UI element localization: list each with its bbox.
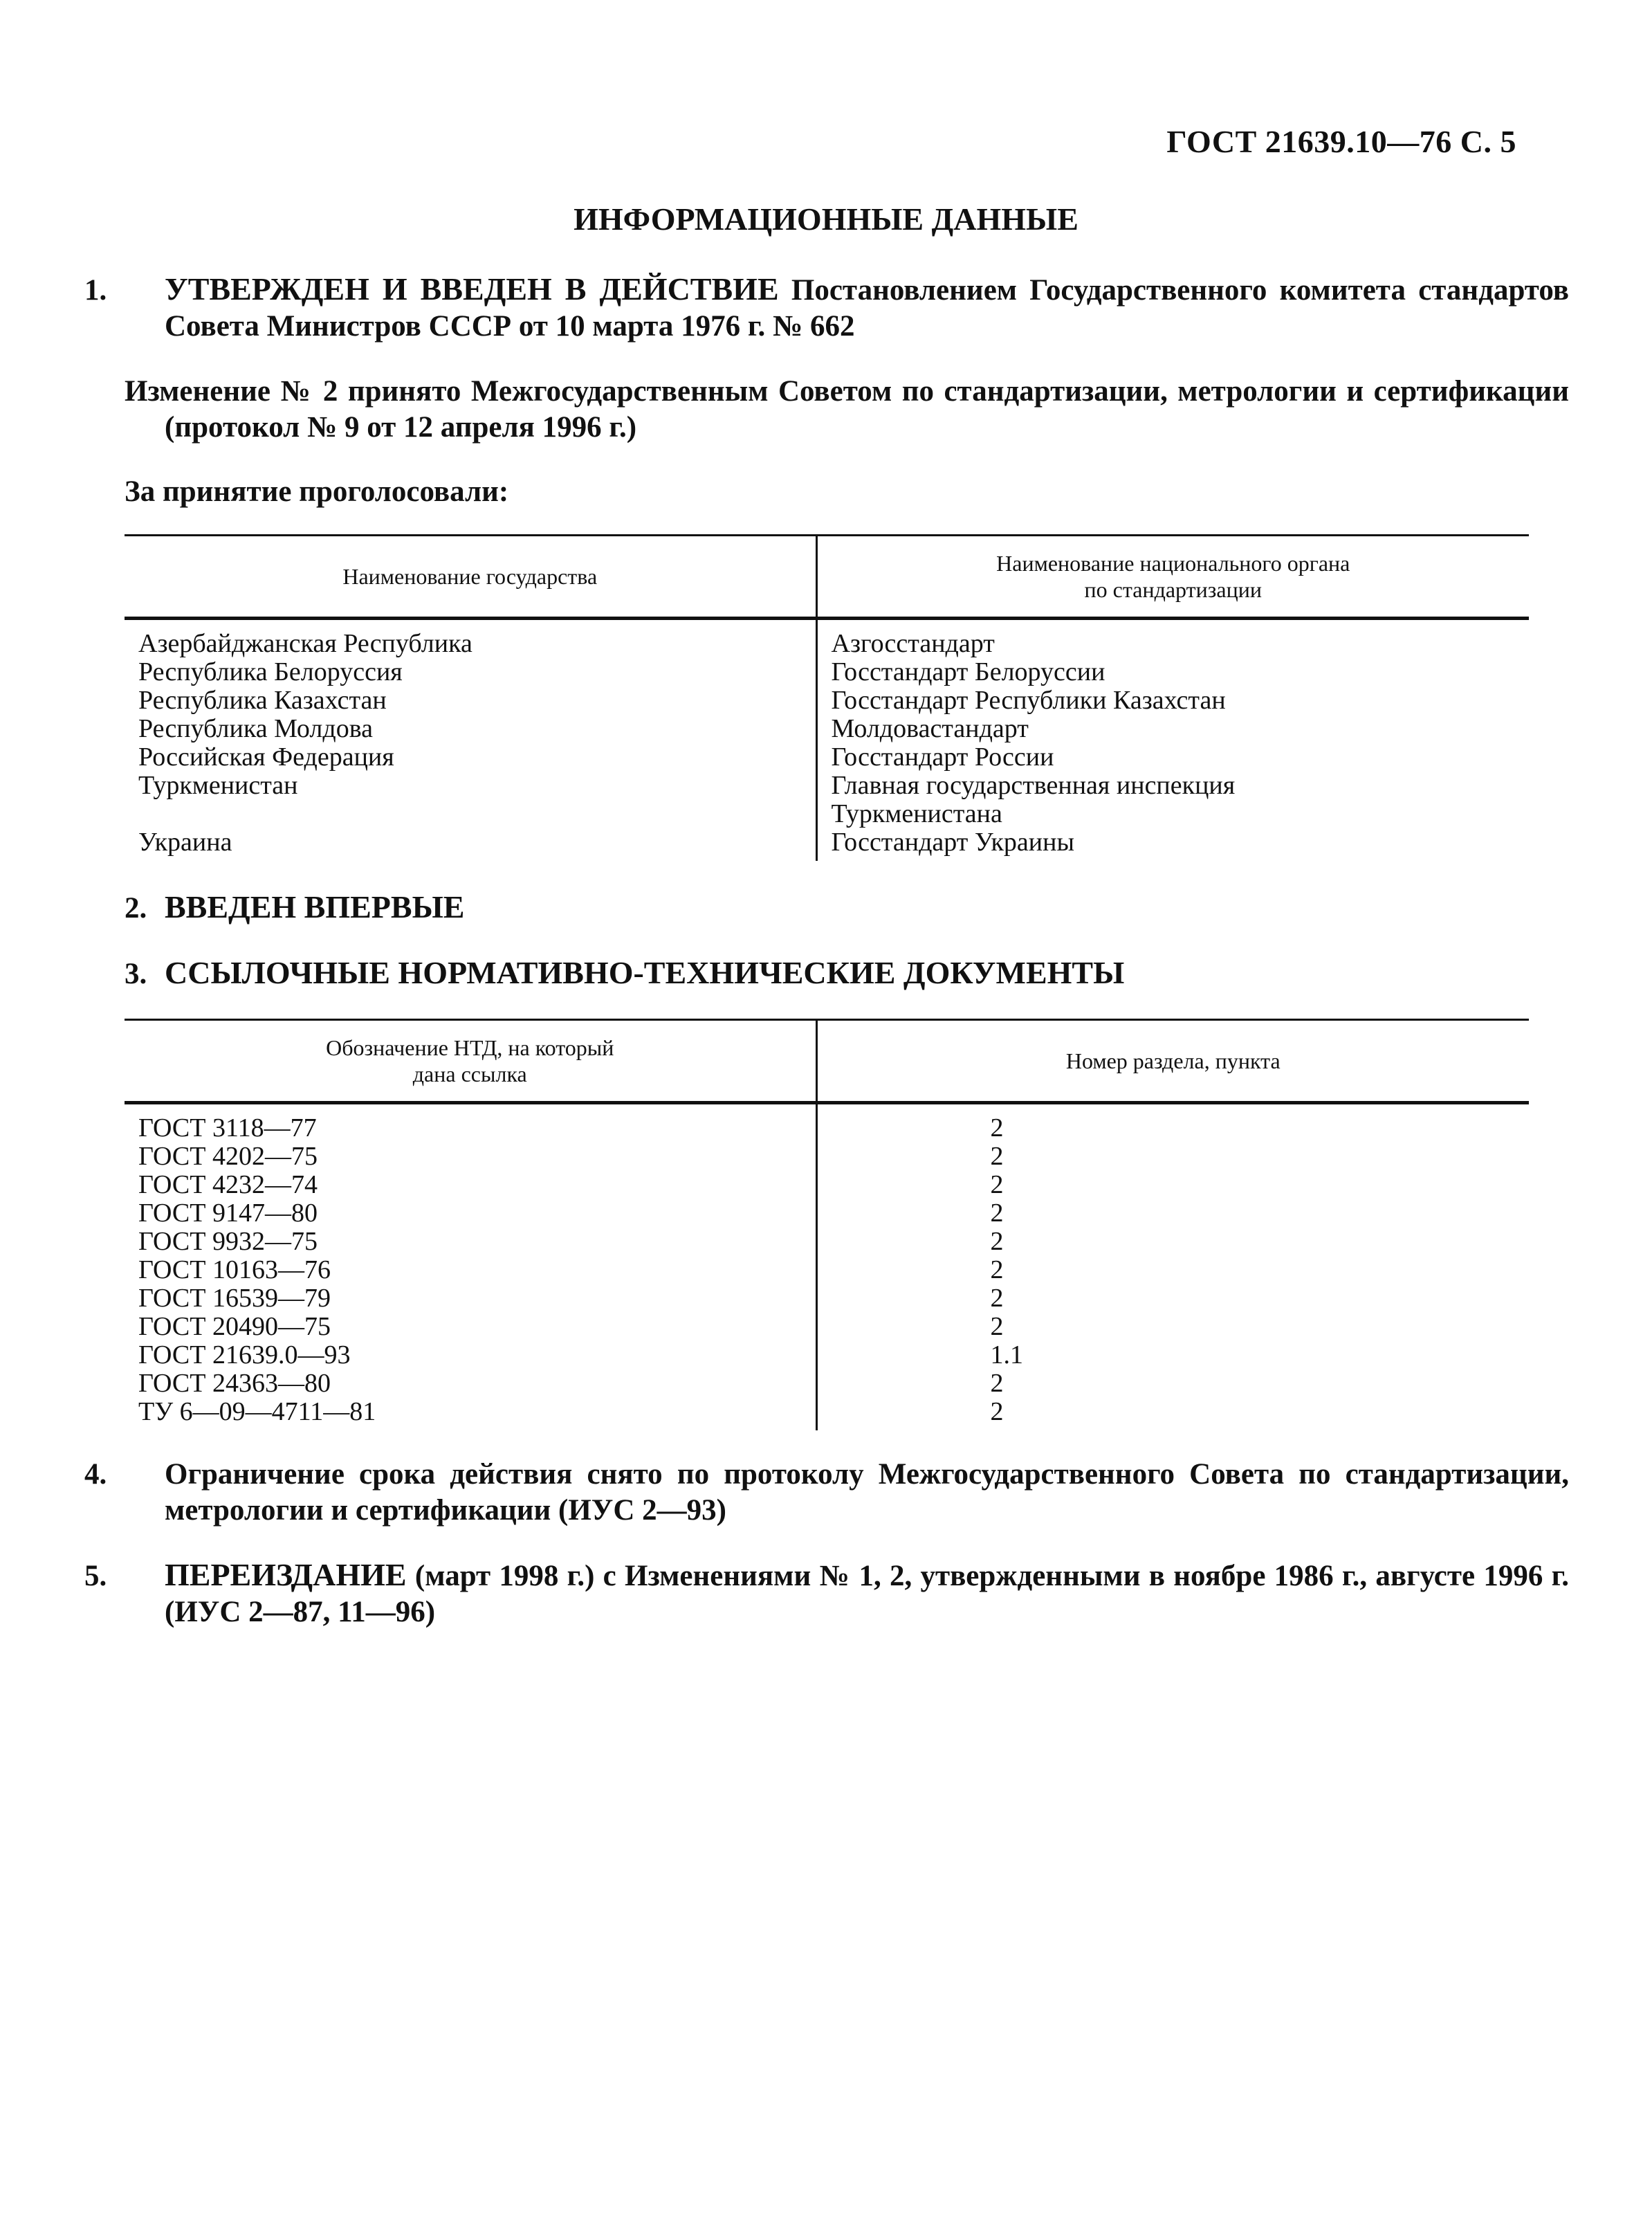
state-cell: Республика Молдова	[125, 715, 816, 743]
table-row	[125, 800, 1529, 828]
page-header: ГОСТ 21639.10—76 С. 5	[1166, 124, 1516, 159]
refs-header-doc-line2: дана ссылка	[412, 1062, 527, 1086]
body-cell: Госстандарт Украины	[831, 828, 1074, 857]
table-row	[125, 1398, 1529, 1430]
ref-section-cell: 2	[990, 1142, 1004, 1171]
ref-doc-cell: ГОСТ 20490—75	[125, 1313, 816, 1341]
item-3-number: 3.	[125, 958, 147, 990]
table-row	[125, 743, 1529, 772]
table-row	[125, 828, 1529, 861]
table-row	[125, 1284, 1529, 1313]
table-row	[125, 658, 1529, 686]
ref-doc-cell: ГОСТ 24363—80	[125, 1369, 816, 1398]
state-cell: Республика Казахстан	[125, 686, 816, 715]
body-cell: Госстандарт России	[831, 743, 1054, 772]
body-cell: Главная государственная инспекция	[831, 771, 1236, 800]
item-1-caps: УТВЕРЖДЕН И ВВЕДЕН В ДЕЙСТВИЕ	[165, 271, 779, 307]
table-row	[125, 1142, 1529, 1171]
body-cell: Туркменистана	[831, 799, 1002, 828]
change-note	[125, 374, 1569, 446]
ref-doc-cell: ГОСТ 4202—75	[125, 1142, 816, 1171]
refs-header-doc	[125, 1020, 816, 1103]
item-4	[84, 1457, 1569, 1529]
item-2-text: ВВЕДЕН ВПЕРВЫЕ	[165, 889, 465, 925]
ref-section-cell: 2	[990, 1113, 1004, 1142]
item-3-text: ССЫЛОЧНЫЕ НОРМАТИВНО-ТЕХНИЧЕСКИЕ ДОКУМЕНТЫ	[165, 955, 1125, 990]
table-row	[125, 1103, 1529, 1143]
table-row	[125, 619, 1529, 659]
state-cell: Туркменистан	[125, 772, 816, 800]
item-1-text: Постановлением Государственного комитета стандартов Совета Министров СССР от 10 марта 1976 г. № 662	[165, 274, 1570, 343]
ref-doc-cell: ГОСТ 3118—77	[125, 1103, 816, 1143]
body-cell: Азгосстандарт	[831, 629, 995, 658]
ref-doc-cell: ГОСТ 21639.0—93	[125, 1341, 816, 1369]
table-row	[125, 1256, 1529, 1284]
ref-section-cell: 2	[990, 1397, 1004, 1426]
table-row	[125, 1199, 1529, 1228]
item-1-number: 1.	[84, 274, 107, 307]
states-header-body-line2: по стандартизации	[1084, 577, 1262, 602]
item-4-number: 4.	[84, 1458, 107, 1491]
item-4-text: Ограничение срока действия снято по протоколу Межгосударственного Совета по стандартизации, метрологии и сертификации (ИУС 2—93)	[165, 1458, 1569, 1527]
state-cell: Украина	[125, 828, 816, 861]
page-title: ИНФОРМАЦИОННЫЕ ДАННЫЕ	[573, 201, 1079, 237]
body-cell: Госстандарт Республики Казахстан	[831, 686, 1226, 715]
item-5-text: (март 1998 г.) с Изменениями № 1, 2, утвержденными в ноябре 1986 г., августе 1996 г. (ИУС 2—87, 11—96)	[165, 1560, 1570, 1628]
states-header-body	[816, 536, 1529, 619]
item-5-caps: ПЕРЕИЗДАНИЕ	[165, 1557, 407, 1592]
references-table	[125, 1019, 1529, 1430]
states-header-body-line1: Наименование национального органа	[996, 551, 1350, 576]
ref-doc-cell: ГОСТ 10163—76	[125, 1256, 816, 1284]
table-row	[125, 1341, 1529, 1369]
ref-section-cell: 2	[990, 1312, 1004, 1341]
state-cell: Азербайджанская Республика	[125, 619, 816, 659]
ref-section-cell: 2	[990, 1255, 1004, 1284]
item-1-approved	[84, 271, 1570, 345]
ref-section-cell: 2	[990, 1369, 1004, 1398]
states-table-header	[125, 536, 1529, 619]
table-row	[125, 686, 1529, 715]
change-note-text: Изменение № 2 принято Межгосударственным Советом по стандартизации, метрологии и сертификации (протокол № 9 от 12 апреля 1996 г.)	[125, 375, 1569, 444]
body-cell: Молдовастандарт	[831, 714, 1029, 743]
ref-section-cell: 2	[990, 1170, 1004, 1199]
ref-doc-cell: ГОСТ 9932—75	[125, 1228, 816, 1256]
table-row	[125, 1228, 1529, 1256]
ref-section-cell: 2	[990, 1284, 1004, 1313]
references-table-header	[125, 1020, 1529, 1103]
ref-section-cell: 2	[990, 1199, 1004, 1228]
ref-doc-cell: ГОСТ 16539—79	[125, 1284, 816, 1313]
states-table	[125, 534, 1529, 861]
ref-doc-cell: ГОСТ 4232—74	[125, 1171, 816, 1199]
refs-header-doc-line1: Обозначение НТД, на который	[326, 1035, 614, 1060]
ref-doc-cell: ГОСТ 9147—80	[125, 1199, 816, 1228]
state-cell: Российская Федерация	[125, 743, 816, 772]
ref-section-cell: 1.1	[990, 1340, 1023, 1369]
item-5	[84, 1557, 1570, 1630]
table-row	[125, 1171, 1529, 1199]
item-2	[125, 889, 1529, 927]
item-3	[125, 955, 1529, 992]
voted-label: За принятие проголосовали:	[125, 475, 509, 508]
refs-header-section: Номер раздела, пункта	[816, 1020, 1529, 1103]
table-row	[125, 715, 1529, 743]
table-row	[125, 1369, 1529, 1398]
states-header-state: Наименование государства	[125, 536, 816, 619]
table-row	[125, 772, 1529, 800]
body-cell: Госстандарт Белоруссии	[831, 657, 1105, 686]
state-cell	[125, 800, 816, 828]
item-2-number: 2.	[125, 892, 147, 925]
ref-doc-cell: ТУ 6—09—4711—81	[125, 1398, 816, 1430]
ref-section-cell: 2	[990, 1227, 1004, 1256]
item-5-number: 5.	[84, 1560, 107, 1592]
table-row	[125, 1313, 1529, 1341]
state-cell: Республика Белоруссия	[125, 658, 816, 686]
